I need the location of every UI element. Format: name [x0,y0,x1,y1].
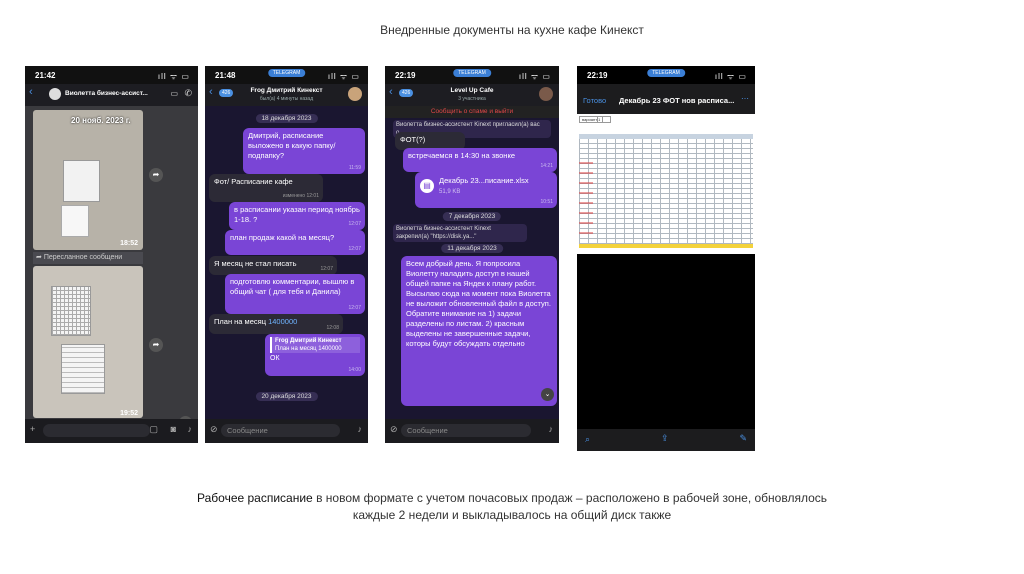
date-chip: 11 декабря 2023 [441,244,503,253]
pinned-sheet [61,344,105,394]
message-input[interactable]: Сообщение [401,424,531,437]
back-icon[interactable]: ‹ [389,86,393,98]
phone-icon[interactable]: ✆ [184,88,192,98]
share-icon[interactable]: ➦ [149,338,163,352]
more-icon[interactable]: ⋯ [741,94,749,103]
chat-name: Level Up Cafe [450,87,494,94]
avatar[interactable] [539,87,553,101]
chat-name: Frog Дмитрий Кинекст [250,87,323,94]
sheet-tab[interactable] [597,116,611,123]
date-chip: 20 декабря 2023 [255,392,317,401]
highlight-row [579,244,753,248]
message-bubble[interactable]: план продаж какой на месяц? 12:07 [225,230,365,255]
signal-icons: ıll ᯤ ▭ [518,72,551,81]
header-row [579,134,753,139]
caption-line2: каждые 2 недели и выкладывалось на общий диск также [352,508,672,522]
toolbar [577,429,755,451]
done-button[interactable]: Готово [583,96,607,105]
camera-icon[interactable]: ◙ [170,424,176,434]
reply-quote: Frog Дмитрий Кинекст План на месяц 1400000 [270,337,360,353]
chat-area [25,106,198,421]
telegram-pill: TELEGRAM [268,69,306,77]
chat-name: Виолетта бизнес-ассист... [65,90,148,97]
status-time: 22:19 [587,71,608,80]
spam-bar[interactable]: Сообщить о спаме и выйти [385,106,559,118]
photo-message[interactable] [33,110,143,250]
status-bar [25,66,198,84]
photo-date: 20 нояб. 2023 г. [71,116,131,125]
pinned-sheet [63,160,100,202]
status-bar [385,66,559,84]
photo-time: 19:52 [120,410,138,417]
sticker-icon[interactable]: ▢ [149,424,158,434]
attach-icon[interactable]: ⊘ [210,424,218,434]
back-icon[interactable]: ‹ [29,86,33,98]
chat-area [385,118,559,423]
screenshot-chat-photos [25,66,198,443]
video-call-icon[interactable]: ▭ [170,89,178,98]
status-time: 22:19 [395,71,416,80]
pinned-sheet [61,205,89,237]
caption-line1: в новом формате с учетом почасовых продаж – расположено в рабочей зоне, обновлялось [312,491,827,505]
unread-badge: 426 [219,89,233,97]
doc-header [577,84,755,114]
caption-lead: Рабочее расписание [197,491,313,505]
file-message[interactable]: ▤ Декабрь 23...писание.xlsx 51,9 KB 10:51 [415,172,557,208]
microphone-icon[interactable]: ♪ [357,424,362,434]
scroll-down-icon[interactable]: ⌄ [541,388,554,401]
status-bar [577,66,755,84]
chat-header [385,84,559,106]
screenshot-chat-levelup [385,66,559,443]
system-message: Виолетта бизнес-ассистент Kinext закрепил(а) "https://disk.ya..." [393,224,527,242]
message-bubble[interactable]: Всем добрый день. Я попросила Виолетту наладить доступ в нашей общей папке на Яндек к плану работ. Высылаю сюда на момент пока Виолетта не выложит обновленный файл в доступ. Обратите внимание на 1) задачи разделены по листам. 2) красным выделены не завершенные задачи, которы будут обсуждать отдельно [401,256,557,406]
chat-status: был(а) 4 минуты назад [259,96,314,102]
input-bar [385,419,559,443]
attach-icon[interactable]: ⊘ [390,424,398,434]
screenshot-spreadsheet [577,66,755,451]
red-cells [579,154,593,234]
message-bubble[interactable]: План на месяц 1400000 12:08 [209,314,343,334]
message-bubble[interactable]: в расписании указан период ноябрь 1-18. ? 12:07 [229,202,365,230]
message-input[interactable]: Сообщение [221,424,340,437]
spreadsheet-view[interactable] [577,114,755,254]
search-icon[interactable]: ⌕ [585,434,591,444]
slide-title: Внедренные документы на кухне кафе Кинекст [380,23,644,37]
chat-header [25,84,198,106]
status-time: 21:42 [35,71,56,80]
chat-area [205,106,368,423]
signal-icons: ıll ᯤ ▭ [714,72,747,81]
date-chip: 7 декабря 2023 [443,212,501,221]
forwarded-label: ➦ Пересланное сообщени [33,252,143,264]
attach-icon[interactable]: + [30,424,36,434]
empty-area [577,254,755,429]
file-icon: ▤ [420,179,434,193]
telegram-pill: TELEGRAM [647,69,685,77]
share-icon[interactable]: ➦ [149,168,163,182]
spreadsheet-grid [579,134,753,244]
share-icon[interactable]: ⇪ [661,433,669,443]
sheet-tab[interactable]: вариант 1 [579,116,603,123]
message-bubble[interactable]: ФОТ(?) [395,132,465,150]
status-bar [205,66,368,84]
telegram-pill: TELEGRAM [453,69,491,77]
message-bubble[interactable]: подготовлю комментарии, вышлю в общий чат ( для тебя и Данила) 12:07 [225,274,365,314]
message-bubble[interactable]: Фот/ Расписание кафе изменено 12:01 [209,174,323,202]
message-bubble[interactable]: Я месяц не стал писать 12:07 [209,256,337,275]
message-input[interactable] [43,424,150,437]
system-message: Виолетта бизнес-ассистент Kinext пригласил(а) вас [393,120,551,138]
date-chip: 18 декабря 2023 [255,114,317,123]
screenshot-chat-dmitry [205,66,368,443]
signal-icons: ıll ᯤ ▭ [327,72,360,81]
microphone-icon[interactable]: ♪ [548,424,553,434]
message-bubble[interactable]: встречаемся в 14:30 на звонке 14:21 [403,148,557,172]
avatar[interactable] [49,88,61,100]
input-bar [25,419,198,443]
input-bar [205,419,368,443]
message-bubble[interactable]: Дмитрий, расписание выложено в какую папку/ подпапку? 11:59 [243,128,365,174]
signal-icons: ıll ᯤ ▭ [157,72,190,81]
photo-message[interactable] [33,266,143,418]
reply-bubble[interactable]: Frog Дмитрий Кинекст План на месяц 1400000 ОК 14:00 [265,334,365,376]
pinned-sheet [51,286,91,336]
unread-badge: 426 [399,89,413,97]
avatar[interactable] [348,87,362,101]
microphone-icon[interactable]: ♪ [187,424,192,434]
chat-status: 3 участника [458,96,486,102]
forward-icon: ➦ [36,254,44,261]
photo-time: 18:52 [120,240,138,247]
slide-caption [0,490,1024,524]
doc-title: Декабрь 23 ФОТ нов расписа... [619,96,735,105]
markup-icon[interactable]: ✎ [739,433,747,443]
status-time: 21:48 [215,71,236,80]
chat-header [205,84,368,106]
back-icon[interactable]: ‹ [209,86,213,98]
